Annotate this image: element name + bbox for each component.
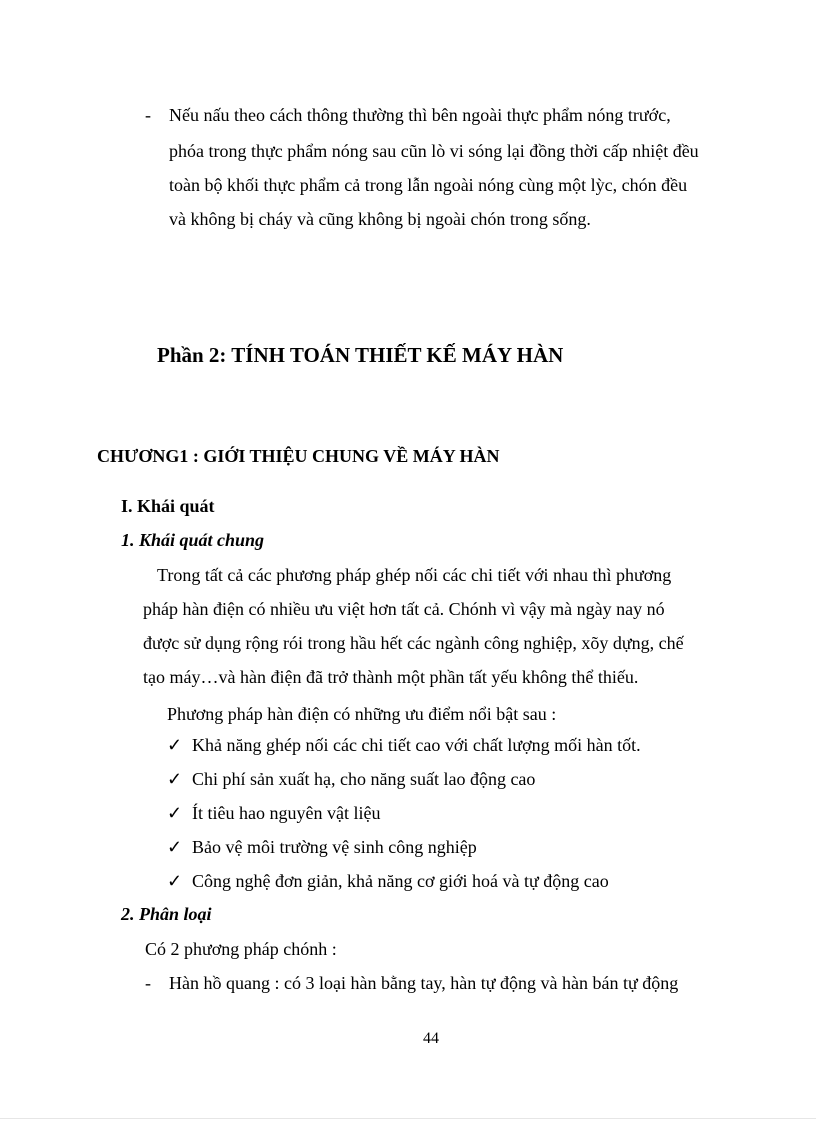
checkmark-icon: ✓	[167, 735, 183, 755]
advantages-intro: Phương pháp hàn điện có những ưu điểm nổi bật sau :	[167, 704, 557, 724]
checkmark-icon: ✓	[167, 803, 183, 823]
subsection-heading-2: 2. Phân loại	[121, 904, 212, 924]
paragraph-line-1: Trong tất cả các phương pháp ghép nối các chi tiết với nhau thì phương	[157, 565, 672, 585]
advantage-item-5: Công nghệ đơn giản, khả năng cơ giới hoá và tự động cao	[192, 871, 609, 891]
advantage-item-1: Khả năng ghép nối các chi tiết cao với chất lượng mối hàn tốt.	[192, 735, 641, 755]
intro-line-3: toàn bộ khối thực phẩm cả trong lẫn ngoài nóng cùng một lỳc, chón đều	[169, 175, 688, 195]
paragraph-line-4: tạo máy…và hàn điện đã trở thành một phần tất yếu không thể thiếu.	[143, 667, 639, 687]
advantage-item-4: Bảo vệ môi trường vệ sinh công nghiệp	[192, 837, 477, 857]
page-bottom-divider	[0, 1118, 816, 1119]
intro-line-4: và không bị cháy và cũng không bị ngoài chón trong sống.	[169, 209, 591, 229]
intro-line-2: phóa trong thực phẩm nóng sau cũn lò vi sóng lại đồng thời cấp nhiệt đều	[169, 141, 699, 161]
classification-item: Hàn hồ quang : có 3 loại hàn bằng tay, hàn tự động và hàn bán tự động	[169, 973, 679, 993]
paragraph-line-3: được sử dụng rộng rói trong hầu hết các ngành công nghiệp, xõy dựng, chế	[143, 633, 684, 653]
checkmark-icon: ✓	[167, 837, 183, 857]
classification-bullet: -	[145, 973, 151, 993]
classification-intro: Có 2 phương pháp chónh :	[145, 939, 337, 959]
intro-line-1: Nếu nấu theo cách thông thường thì bên ngoài thực phẩm nóng trước,	[169, 105, 671, 125]
section-heading: I. Khái quát	[121, 496, 215, 516]
advantage-item-2: Chi phí sản xuất hạ, cho năng suất lao động cao	[192, 769, 536, 789]
subsection-heading-1: 1. Khái quát chung	[121, 530, 265, 550]
chapter-title: CHƯƠNG1 : GIỚI THIỆU CHUNG VỀ MÁY HÀN	[97, 446, 500, 466]
advantage-item-3: Ít tiêu hao nguyên vật liệu	[192, 803, 381, 823]
checkmark-icon: ✓	[167, 871, 183, 891]
checkmark-icon: ✓	[167, 769, 183, 789]
paragraph-line-2: pháp hàn điện có nhiều ưu việt hơn tất cả. Chónh vì vậy mà ngày nay nó	[143, 599, 665, 619]
page-number: 44	[423, 1030, 439, 1047]
part-title: Phần 2: TÍNH TOÁN THIẾT KẾ MÁY HÀN	[157, 343, 564, 367]
intro-bullet: -	[145, 105, 151, 125]
